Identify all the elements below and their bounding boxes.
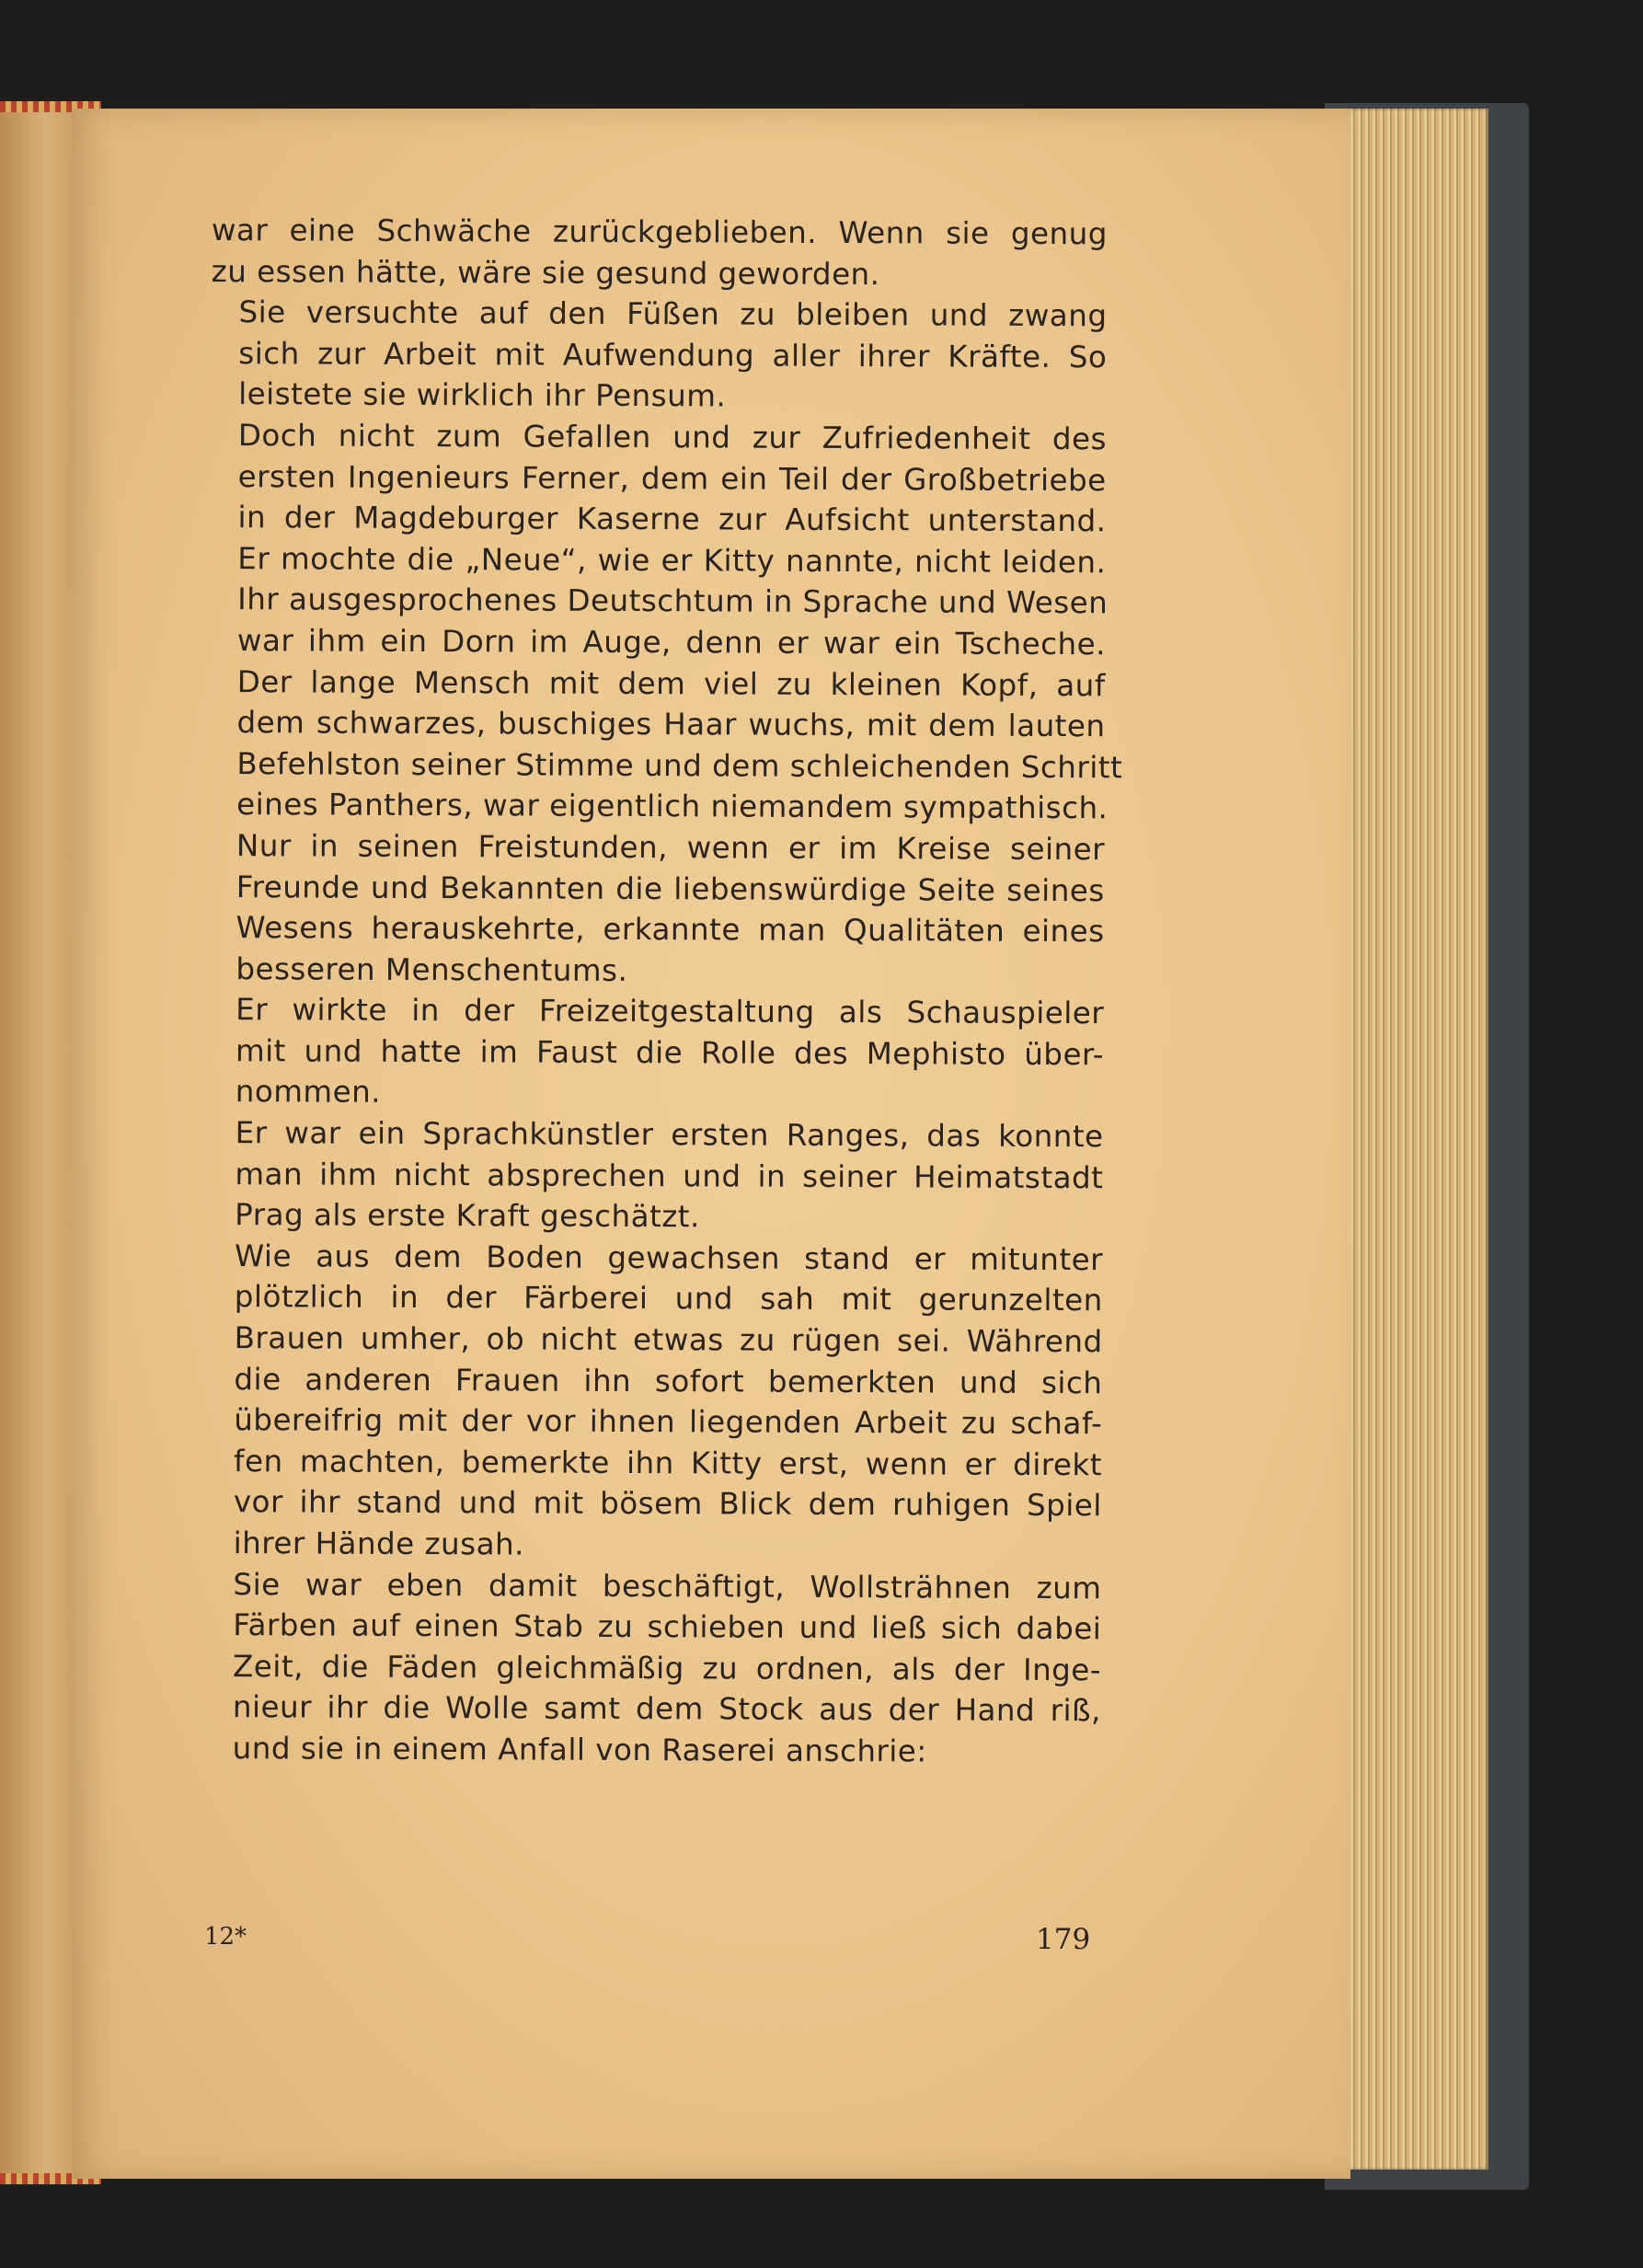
text-line: fen machten, bemerkte ihn Kitty erst, wenn er direkt xyxy=(233,1443,1103,1483)
text-line: Der lange Mensch mit dem viel zu kleinen Kopf, auf xyxy=(236,663,1106,703)
paragraph xyxy=(208,662,1123,994)
paragraph xyxy=(208,989,1105,1116)
text-line: nieur ihr die Wolle samt dem Stock aus der Hand riß, xyxy=(232,1689,1101,1729)
text-line: leistete sie wirklich ihr Pensum. xyxy=(238,376,727,414)
text-line: Er mochte die „Neue“, wie er Kitty nannte, nicht leiden. xyxy=(237,540,1107,580)
text-line: eines Panthers, war eigentlich niemandem sympathisch. xyxy=(236,787,1109,826)
paragraph xyxy=(206,1236,1104,1568)
text-line: ihrer Hände zusah. xyxy=(233,1525,525,1562)
text-line: man ihm nicht absprechen und in seiner Heimatstadt xyxy=(235,1156,1104,1195)
text-line: Befehlston seiner Stimme und dem schleichenden Schritt xyxy=(236,745,1123,786)
text-line: und sie in einem Anfall von Raserei anschrie: xyxy=(232,1731,927,1769)
text-line: war eine Schwäche zurückgeblieben. Wenn sie genug xyxy=(211,212,1108,252)
text-line: Doch nicht zum Gefallen und zur Zufriedenheit des xyxy=(237,418,1108,457)
text-line: Wesens herauskehrte, erkannte man Qualitäten eines xyxy=(236,910,1105,950)
text-line: Er war ein Sprachkünstler ersten Ranges, das konnte xyxy=(235,1115,1104,1155)
text-line: ersten Ingenieurs Ferner, dem ein Teil der Großbetriebe xyxy=(237,458,1107,498)
text-line: in der Magdeburger Kaserne zur Aufsicht unterstand. xyxy=(237,500,1107,539)
paragraph xyxy=(207,1112,1104,1239)
text-line: Brauen umher, ob nicht etwas zu rügen sei. Während xyxy=(234,1320,1103,1360)
text-line: Freunde und Bekannten die liebenswürdige Seite seines xyxy=(236,869,1105,908)
text-line: Zeit, die Fäden gleichmäßig zu ordnen, als der Inge- xyxy=(233,1648,1102,1688)
page-edges xyxy=(1336,109,1488,2170)
text-line: die anderen Frauen ihn sofort bemerkten und sich xyxy=(234,1361,1103,1400)
text-line: war ihm ein Dorn im Auge, denn er war ein Tscheche. xyxy=(236,623,1107,662)
text-line: mit und hatte im Faust die Rolle des Mephisto über- xyxy=(235,1032,1105,1073)
text-line: dem schwarzes, buschiges Haar wuchs, mit dem lauten xyxy=(236,705,1106,744)
paragraph xyxy=(205,1564,1102,1773)
facing-page-edge xyxy=(0,103,83,2182)
page-number: 179 xyxy=(1036,1923,1091,1956)
text-line: Wie aus dem Boden gewachsen stand er mitunter xyxy=(234,1238,1104,1278)
text-line: zu essen hätte, wäre sie gesund geworden. xyxy=(211,253,880,292)
signature-mark: 12* xyxy=(204,1923,247,1951)
text-line: vor ihr stand und mit bösem Blick dem ruhigen Spiel xyxy=(233,1484,1102,1524)
text-line: Nur in seinen Freistunden, wenn er im Kreise seiner xyxy=(236,828,1106,868)
text-line: nommen. xyxy=(235,1074,382,1111)
text-line: Sie versuchte auf den Füßen zu bleiben und zwang xyxy=(238,294,1108,334)
paragraph xyxy=(212,210,1108,295)
text-line: besseren Menschentums. xyxy=(236,950,628,988)
text-line: Sie war eben damit beschäftigt, Wollsträhnen zum xyxy=(233,1566,1102,1606)
text-line: Ihr ausgesprochenes Deutschtum in Sprache und Wesen xyxy=(237,581,1109,621)
body-text xyxy=(205,210,1123,1773)
text-line: Prag als erste Kraft geschätzt. xyxy=(235,1197,700,1235)
text-line: Er wirkte in der Freizeitgestaltung als Schauspieler xyxy=(236,992,1105,1031)
paragraph xyxy=(211,292,1108,419)
text-line: plötzlich in der Färberei und sah mit gerunzelten xyxy=(234,1279,1103,1318)
paragraph xyxy=(210,415,1107,665)
text-line: sich zur Arbeit mit Aufwendung aller ihrer Kräfte. So xyxy=(238,335,1108,375)
text-line: übereifrig mit der vor ihnen liegenden Arbeit zu schaf- xyxy=(234,1402,1103,1442)
text-line: Färben auf einen Stab zu schieben und ließ sich dabei xyxy=(233,1607,1102,1647)
